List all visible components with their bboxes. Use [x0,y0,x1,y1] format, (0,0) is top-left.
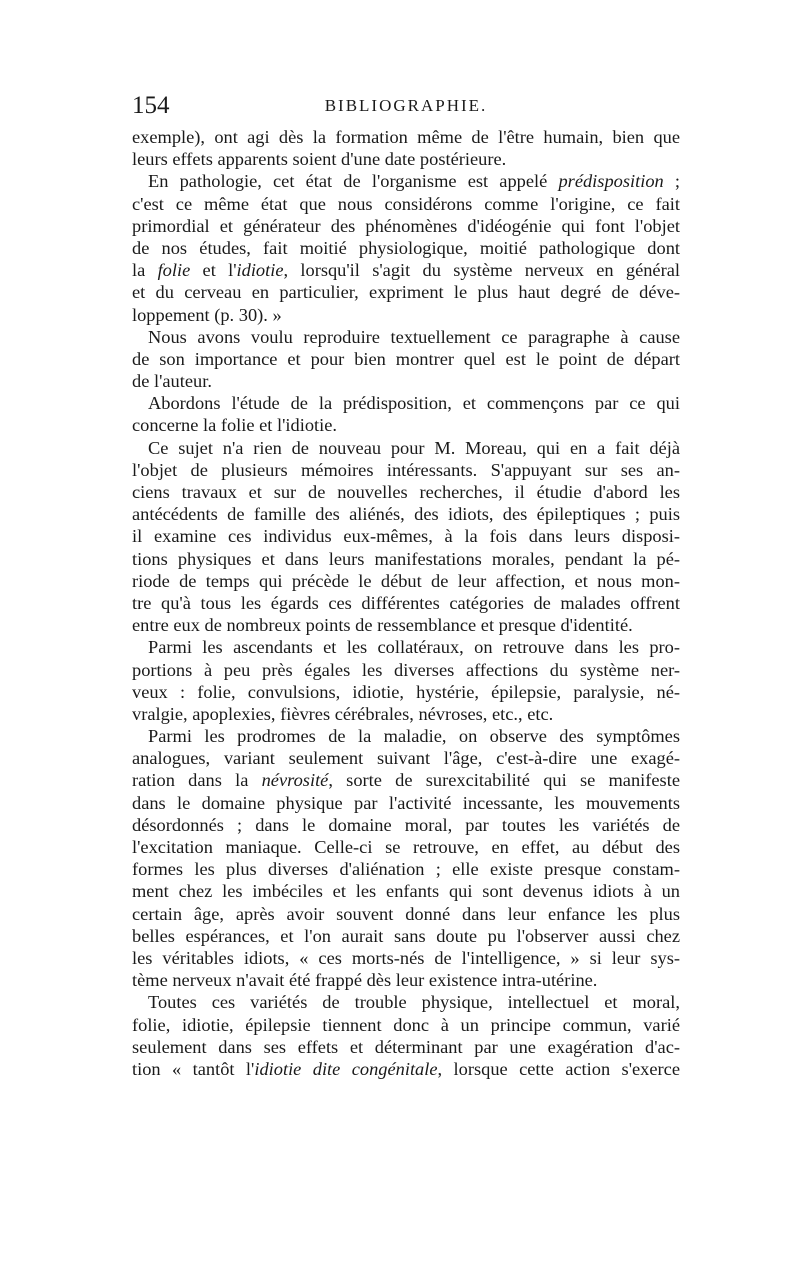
text-line: antécédents de famille des aliénés, des idiots, des épileptiques ; puis [132,504,680,525]
text-line: formes les plus diverses d'aliénation ; elle existe presque constam- [132,859,680,880]
text-line: ment chez les imbéciles et les enfants qui sont devenus idiots à un [132,881,680,902]
text-line: veux : folie, convulsions, idiotie, hystérie, épilepsie, paralysie, né- [132,681,680,702]
text-line: folie, idiotie, épilepsie tiennent donc à un principe commun, varié [132,1014,680,1035]
text-line: de nos études, fait moitié physiologique, moitié pathologique dont [132,237,680,258]
body-text [132,126,680,1080]
text-line: loppement (p. 30). » [132,304,282,325]
text-line: primordial et générateur des phénomènes d'idéogénie qui font l'objet [132,215,680,236]
text-line: portions à peu près égales les diverses affections du système ner- [132,659,680,680]
running-title: BIBLIOGRAPHIE. [324,96,488,115]
text-line: la folie et l'idiotie, lorsqu'il s'agit du système nerveux en général [132,260,680,281]
text-line: il examine ces individus eux-mêmes, à la fois dans leurs disposi- [132,526,680,547]
text-line: de l'auteur. [132,371,212,392]
text-line: tion « tantôt l'idiotie dite congénitale, lorsque cette action s'exerce [132,1058,680,1079]
text-line: analogues, variant seulement suivant l'âge, c'est-à-dire une exagé- [132,748,680,769]
text-line: seulement dans ses effets et déterminant par une exagération d'ac- [132,1036,680,1057]
text-line: de son importance et pour bien montrer quel est le point de départ [132,348,680,369]
text-line: ciens travaux et sur de nouvelles recherches, il étudie d'abord les [132,482,680,502]
text-line: exemple), ont agi dès la formation même de l'être humain, bien que [132,127,680,147]
text-line: vralgie, apoplexies, fièvres cérébrales, névroses, etc., etc. [132,703,554,724]
text-line: ration dans la névrosité, sorte de surexcitabilité qui se manifeste [132,770,680,791]
text-line: Abordons l'étude de la prédisposition, et commençons par ce qui [148,393,680,414]
text-line: entre eux de nombreux points de ressemblance et presque d'identité. [132,615,633,636]
text-line: Parmi les prodromes de la maladie, on observe des symptômes [148,726,680,747]
text-line: l'excitation maniaque. Celle-ci se retrouve, en effet, au début des [132,837,680,857]
text-line: Nous avons voulu reproduire textuellement ce paragraphe à cause [148,326,680,347]
page-header [132,92,680,122]
text-line: leurs effets apparents soient d'une date postérieure. [132,149,507,170]
text-line: tions physiques et dans leurs manifestations morales, pendant la pé- [132,548,680,569]
text-line: concerne la folie et l'idiotie. [132,415,338,436]
text-line: c'est ce même état que nous considérons comme l'origine, ce fait [132,193,680,214]
text-line: belles espérances, et l'on aurait sans doute pu l'observer aussi chez [132,925,680,946]
page-number: 154 [132,92,170,119]
text-line: tre qu'à tous les égards ces différentes catégories de malades offrent [132,592,680,613]
text-line: Ce sujet n'a rien de nouveau pour M. Moreau, qui en a fait déjà [148,437,680,458]
text-line: Toutes ces variétés de trouble physique, intellectuel et moral, [148,992,680,1013]
text-line: dans le domaine physique par l'activité incessante, les mouvements [132,792,680,813]
text-line: tème nerveux n'avait été frappé dès leur existence intra-utérine. [132,970,598,991]
text-line: désordonnés ; dans le domaine moral, par toutes les variétés de [132,814,680,835]
text-line: l'objet de plusieurs mémoires intéressants. S'appuyant sur ses an- [132,459,680,480]
text-line: et du cerveau en particulier, expriment le plus haut degré de déve- [132,282,680,303]
text-line: En pathologie, cet état de l'organisme est appelé prédisposition ; [148,171,680,192]
text-line: Parmi les ascendants et les collatéraux, on retrouve dans les pro- [148,637,680,658]
text-line: les véritables idiots, « ces morts-nés de l'intelligence, » si leur sys- [132,947,680,968]
text-line: riode de temps qui précède le début de leur affection, et nous mon- [132,570,680,591]
text-line: certain âge, après avoir souvent donné dans leur enfance les plus [132,903,680,924]
